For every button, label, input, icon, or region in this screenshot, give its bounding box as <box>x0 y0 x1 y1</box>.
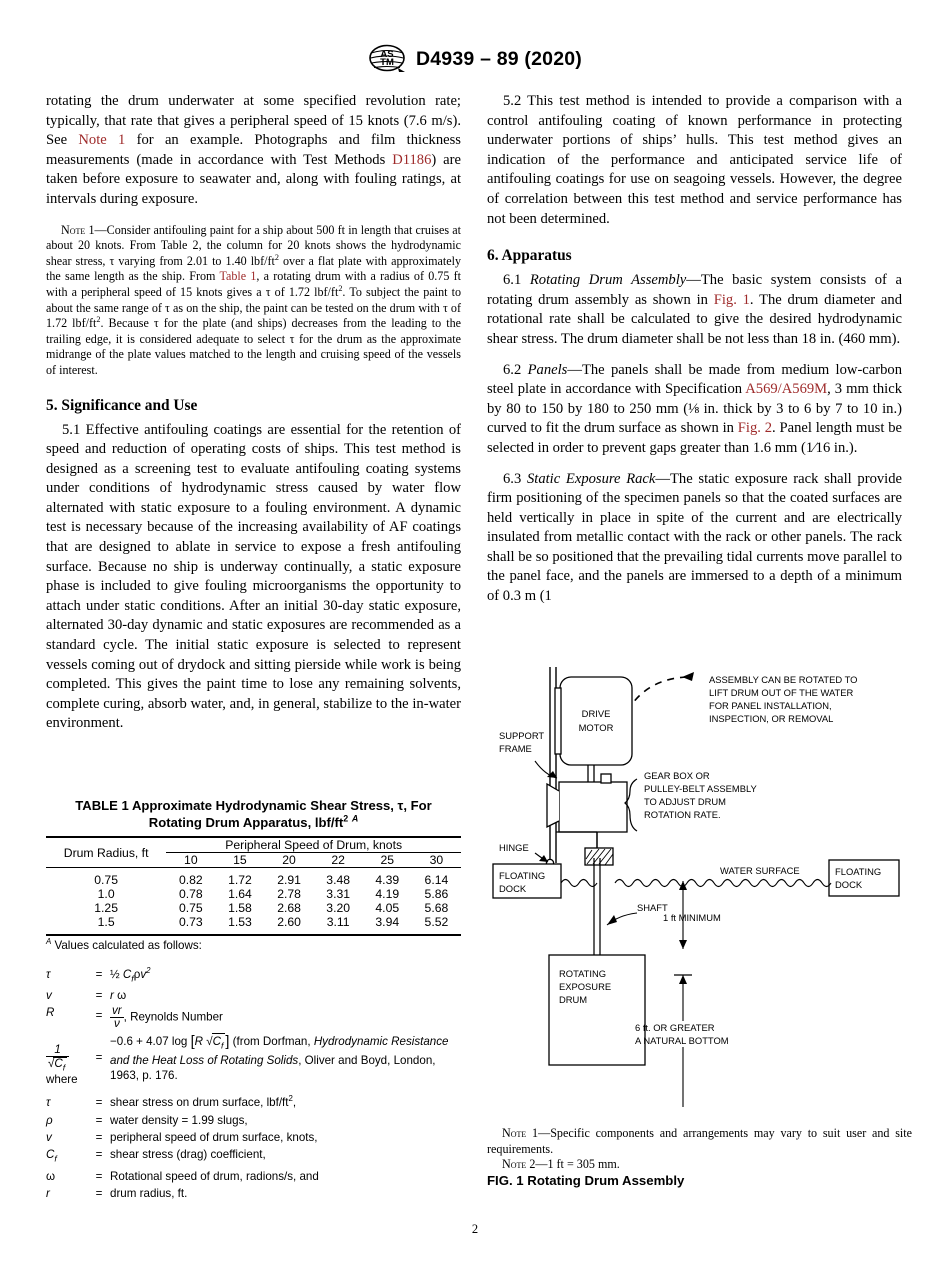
label-floating-dock-right-line2: DOCK <box>835 879 863 890</box>
table-1-grid <box>46 836 461 936</box>
def-symbol-2: v <box>46 1130 52 1144</box>
cf-citation-rest: , Oliver and Boyd, London, 1963, p. 176. <box>110 1053 436 1082</box>
note-seg-2: over a flat plate with approximately the same length as the ship. From <box>46 253 461 284</box>
cf-expr-a: −0.6 + 4.07 log <box>110 1034 188 1048</box>
para-6-2-seg-2: , 3 mm thick by 80 to 150 by 180 to 250 mm (⅛ in. thick by 3 to 6 by 7 to 10 in.) curved to fit the drum surface as shown in <box>487 381 902 437</box>
cf-denominator: $√C_f$ <box>46 1056 69 1072</box>
formula-expr-tau <box>110 966 466 987</box>
table-speed-header-5: 30 <box>429 853 444 867</box>
paragraph-5-1: 5.1 Effective antifouling coatings are essential for the retention of speed and reduction of operating costs of ships. This test method is designed as a screening test to evaluate antifouling coating systems under conditions of hydrodynamic stress caused by water flow alternated with static exposure to a fouling environment. A dynamic test is necessary because of the increasing availability of AF coatings that are designed to ablate in service to expose a fresh antifouling surface. Because no ship is underway continually, a static exposure phase is included to give fouling microorganisms the opportunity to attach under static conditions. After an initial 30-day static exposure, alternated 30-day dynamic and static exposures are recommended as a standard cycle. The initial static exposure is selected to represent vessels coming out of drydock and sitting pierside while work is being completed. This gives the paint time to lose any remaining solvents, complete curing, absorb water, and, in general, stabilize to the in-water environment. <box>46 421 461 732</box>
where-label: where <box>46 1073 78 1086</box>
cell-2-0: 0.75 <box>178 901 203 915</box>
formula-symbol-R: R <box>46 1006 55 1020</box>
expr-omega: ω <box>117 989 127 1003</box>
para-6-3-seg-1: —The static exposure rack shall provide firm positioning of the specimen panels so that the coated surfaces are held vertically in place in spite of the current and are electrically insulated from metallic contact with the rack or other panels. The rack shall be so positioned that the prevailing tidal currents move parallel to the panel face, and the panels are immersed to a depth of a minimum of 0.3 m (1 <box>487 470 902 605</box>
fraction-cf <box>46 1044 69 1073</box>
link-table-1[interactable]: Table 1 <box>219 269 257 284</box>
paragraph-6-2 <box>487 361 902 459</box>
formula-equals-tau: = <box>95 968 103 981</box>
def-symbol-0: τ <box>46 1096 51 1110</box>
reynolds-label: , Reynolds Number <box>123 1011 223 1025</box>
cell-2-4: 4.05 <box>375 901 400 915</box>
section-heading-6: 6. Apparatus <box>487 247 572 265</box>
table-speed-header-4: 25 <box>380 853 395 867</box>
figure-note-2-text: 2—1 ft = 305 mm. <box>526 1157 620 1172</box>
link-fig-1[interactable]: Fig. 1 <box>713 291 750 308</box>
def-symbol-4: ω <box>46 1170 56 1183</box>
para-6-1-number: 6.1 <box>503 272 530 289</box>
expr-cf: C <box>122 968 132 981</box>
cell-1-2: 2.78 <box>277 887 301 901</box>
figure-note-1-text: 1—Specific components and arrangements may vary to suit user and site requirements. <box>487 1126 912 1156</box>
motor-mount-plate <box>555 688 561 754</box>
figure-1-caption: FIG. 1 Rotating Drum Assembly <box>487 1172 685 1188</box>
label-floating-dock-left-line2: DOCK <box>499 883 527 894</box>
table-1-title-line-2: Rotating Drum Apparatus, lbf/ft <box>148 814 344 830</box>
paragraph-continued <box>46 92 461 210</box>
def-text-3: shear stress (drag) coefficient, <box>110 1148 266 1162</box>
label-drive-motor-line1: DRIVE <box>581 708 611 719</box>
label-rotate-note-line4: INSPECTION, OR REMOVAL <box>709 713 834 724</box>
para-seg-3: ) are taken before exposure to seawater and, along with fouling ratings, at intervals during exposure. <box>46 151 461 207</box>
label-gearbox-line2: PULLEY-BELT ASSEMBLY <box>644 783 757 794</box>
def-text-2: peripheral speed of drum surface, knots, <box>110 1130 318 1144</box>
note-seg-5: . Because τ for the plate (and ships) decreases from the leading to the trailing edge, it is considered adequate to select τ for the drum as the approximate midrange of the plate values matched to the length and cruising speed of the vessels of interest. <box>46 316 461 377</box>
where-definitions <box>46 1072 466 1203</box>
para-6-1-seg-1: —The basic system consists of a rotating drum assembly as shown in <box>487 272 902 308</box>
cell-3-2: 2.60 <box>277 915 301 929</box>
formula-expr-cf: −0.6 + 4.07 log [R $√C_f$ ] (from Dorfman, Hydrodynamic Resistance and the Heat Loss of Rotating Solids, Oliver and Boyd, London, 1963, p. 176. <box>110 1033 449 1082</box>
note-seg-3: , a rotating drum with a radius of 0.75 ft with a peripheral speed of 15 knots gives a τ of 1.72 lbf/ft <box>46 269 461 299</box>
water-wave-left <box>561 880 597 887</box>
cell-2-2: 2.68 <box>277 901 301 915</box>
link-a569[interactable]: A569/A569M <box>745 381 828 398</box>
def-equals-2: = <box>95 1130 103 1144</box>
cf-den-c: C <box>54 1056 63 1070</box>
formula-row-R <box>46 1004 466 1031</box>
def-text-4: Rotational speed of drum, radions/s, and <box>110 1170 319 1183</box>
cell-3-5: 5.52 <box>424 915 449 929</box>
label-rotate-note-line2: LIFT DRUM OUT OF THE WATER <box>709 687 854 698</box>
cell-0-0: 0.82 <box>178 873 203 887</box>
formula-row-tau <box>46 966 466 987</box>
label-gearbox-line4: ROTATION RATE. <box>644 809 721 820</box>
cf-expr-C: C <box>212 1034 221 1048</box>
def-text-1: water density = 1.99 slugs, <box>110 1113 248 1127</box>
note-seg-4: . To subject the paint to about the same range of τ as on the ship, the paint can be tested on the drum with τ of 1.72 lbf/ft <box>46 284 461 331</box>
para-seg-1: rotating the drum underwater at some specified revolution rate; typically, that rate that gives a peripheral speed of 15 knots (7.6 m/s). See <box>46 93 461 149</box>
def-symbol-1: ρ <box>46 1113 53 1127</box>
note-sup-3: 2 <box>96 315 101 325</box>
cell-1-0: 0.78 <box>178 887 203 901</box>
fraction-reynolds <box>110 1005 124 1030</box>
formula-row-v <box>46 987 466 1004</box>
table-bottom-rule <box>46 935 461 936</box>
label-support-frame-line1: SUPPORT <box>499 730 545 741</box>
table-speed-header-2: 20 <box>282 853 296 867</box>
cell-3-3: 3.11 <box>326 915 350 929</box>
para-6-2-number: 6.2 <box>503 361 528 378</box>
definition-row <box>46 1094 319 1111</box>
table-row <box>46 915 461 935</box>
left-column <box>46 92 461 734</box>
link-note-1[interactable]: Note 1 <box>78 132 126 149</box>
cell-0-5: 6.14 <box>424 873 449 887</box>
definition-row <box>46 1185 319 1202</box>
hinge-arrowhead <box>539 855 548 862</box>
formula-equals-v: = <box>95 989 103 1003</box>
expr-r: r <box>110 989 114 1003</box>
cell-0-3: 3.48 <box>326 873 351 887</box>
paragraph-6-3 <box>487 470 902 607</box>
expr-cf-sub: f <box>131 973 134 984</box>
cell-3-1: 1.53 <box>228 915 252 929</box>
bracket-open: [ <box>190 1033 195 1050</box>
table-1 <box>46 798 461 936</box>
label-bottom-line1: 6 ft. OR GREATER <box>635 1022 715 1033</box>
table-1-footnote <box>46 938 466 1084</box>
table-row <box>46 868 461 888</box>
cell-radius-1: 1.0 <box>97 887 115 901</box>
table-col-header-radius: Drum Radius, ft <box>46 837 166 868</box>
def-text-0: shear stress on drum surface, lbf/$ft^2$, <box>110 1094 297 1110</box>
label-bottom-line2: A NATURAL BOTTOM <box>635 1035 729 1046</box>
figure-note-1 <box>487 1126 912 1157</box>
drive-motor-body <box>560 677 632 765</box>
astm-logo <box>368 44 406 74</box>
cell-1-1: 1.64 <box>228 887 252 901</box>
definition-row <box>46 1146 319 1168</box>
fraction-denominator: ν <box>110 1017 124 1030</box>
cell-radius-0: 0.75 <box>94 873 118 887</box>
paragraph-6-1 <box>487 271 902 349</box>
gearbox-cap <box>601 774 611 783</box>
table-1-title-line-1: TABLE 1 Approximate Hydrodynamic Shear Stress, τ, For <box>75 798 432 813</box>
section-heading-5: 5. Significance and Use <box>46 396 198 414</box>
def-symbol-5: r <box>46 1187 50 1201</box>
footnote-text: Values calculated as follows: <box>51 939 202 952</box>
table-row <box>46 887 461 901</box>
figure-notes <box>487 1126 912 1188</box>
label-drive-motor-line2: MOTOR <box>578 722 614 733</box>
figure-note-2-label: Note <box>502 1157 527 1172</box>
note-label: Note <box>61 222 86 237</box>
def-equals-1: = <box>95 1113 103 1127</box>
table-row <box>46 901 461 915</box>
definition-row <box>46 1168 319 1185</box>
def-text-5: drum radius, ft. <box>110 1187 188 1201</box>
cell-radius-3: 1.5 <box>97 915 115 929</box>
cf-den-sub: f <box>62 1061 66 1072</box>
cell-0-4: 4.39 <box>375 873 400 887</box>
table-col-group-header: Peripheral Speed of Drum, knots <box>166 837 461 853</box>
para-seg-2: for an example. Photographs and film thickness measurements (made in accordance with Test Methods <box>46 132 461 168</box>
label-shaft: SHAFT <box>637 902 668 913</box>
table-1-title-sup: 2 <box>343 813 349 824</box>
label-gearbox-line3: TO ADJUST DRUM <box>644 796 726 807</box>
expr-v: v <box>140 968 147 981</box>
table-speed-header-0: 10 <box>184 853 198 867</box>
expr-half: ½ <box>110 968 120 981</box>
definition-row <box>46 1129 319 1146</box>
cf-citation-lead: (from Dorfman, <box>229 1034 314 1048</box>
note-1-block <box>46 223 461 379</box>
gearbox-pulley-left <box>547 784 559 827</box>
table-header-row-group <box>46 837 461 853</box>
cf-citation-title: Hydrodynamic Resistance and the Heat Loss of Rotating Solids <box>110 1034 449 1067</box>
cell-0-2: 2.91 <box>277 873 301 887</box>
bracket-close: ] <box>225 1033 230 1050</box>
label-drum-line3: DRUM <box>559 994 588 1005</box>
formula-equals-R: = <box>95 1009 103 1023</box>
note-sup-2: 2 <box>338 283 343 293</box>
cf-expr-R: R <box>194 1034 203 1048</box>
cell-1-4: 4.19 <box>375 887 400 901</box>
shaft-arrowhead <box>607 915 617 925</box>
def-equals-4: = <box>95 1170 103 1183</box>
right-column <box>487 92 902 607</box>
para-6-2-seg-3: . Panel length must be selected in order to prevent gaps greater than 1.6 mm (1⁄16 in.). <box>487 420 902 456</box>
cell-3-4: 3.94 <box>375 915 400 929</box>
figure-note-1-label: Note <box>502 1126 527 1140</box>
formula-list <box>46 966 466 1084</box>
cell-2-1: 1.58 <box>228 901 252 915</box>
expr-rho: ρ <box>133 968 141 981</box>
cf-numerator: 1 <box>54 1042 61 1056</box>
para-6-2-seg-1: —The panels shall be made from medium low-carbon steel plate in accordance with Specification <box>487 361 903 398</box>
def-equals-5: = <box>95 1187 103 1201</box>
def-symbol-3: $C_f$ <box>46 1148 57 1164</box>
cf-expr-sub: f <box>220 1039 224 1050</box>
water-wave-right <box>615 880 831 887</box>
paragraph-5-2: 5.2 This test method is intended to provide a comparison with a control antifouling coating of known performance in protecting underwater portions of ships’ hulls. This test method gives an indication of the performance and anticipated service life of antifouling coatings for use on seagoing vessels. However, the degree of correlation between this test method and service performance has not been determined. <box>487 93 902 227</box>
formula-expr-v <box>110 987 466 1004</box>
link-fig-2[interactable]: Fig. 2 <box>737 420 773 437</box>
def-equals-3: = <box>95 1148 103 1162</box>
label-floating-dock-left-line1: FLOATING <box>499 870 546 881</box>
svg-text:TM: TM <box>380 57 394 68</box>
cell-0-1: 1.72 <box>228 873 252 887</box>
formula-equals-cf: = <box>95 1051 103 1065</box>
label-support-frame-line2: FRAME <box>499 743 532 754</box>
link-d1186[interactable]: D1186 <box>392 151 432 168</box>
cell-1-3: 3.31 <box>326 887 351 901</box>
table-1-footnote-mark: A <box>351 813 359 824</box>
label-hinge: HINGE <box>499 842 529 853</box>
standard-designation: D4939 – 89 (2020) <box>415 47 583 70</box>
label-one-ft-minimum: 1 ft MINIMUM <box>663 912 721 923</box>
para-6-1-seg-2: . The drum diameter and rotational rate shall be calculated to give the desired hydrodynamic shear stress. The drum diameter shall be not less than 18 in. (460 mm). <box>487 291 902 347</box>
fraction-numerator: vr <box>112 1004 122 1018</box>
gearbox-body <box>559 782 627 832</box>
para-6-3-number: 6.3 <box>503 470 527 487</box>
definition-row <box>46 1111 319 1128</box>
footnote-line <box>46 938 466 953</box>
page-number: 2 <box>471 1222 479 1236</box>
note-sup-1: 2 <box>274 252 279 262</box>
label-rotate-note-line3: FOR PANEL INSTALLATION, <box>709 700 832 711</box>
label-drum-line1: ROTATING <box>559 968 607 979</box>
formula-expr-R <box>110 1004 466 1031</box>
svg-text:AS: AS <box>380 49 394 60</box>
rotation-arrowhead <box>682 672 694 681</box>
definition-list <box>46 1094 319 1203</box>
cell-2-5: 5.68 <box>424 901 449 915</box>
label-water-surface: WATER SURFACE <box>720 865 800 876</box>
formula-symbol-tau: τ <box>46 968 51 981</box>
expr-v-sup: 2 <box>146 966 151 976</box>
para-6-3-title: Static Exposure Rack <box>526 470 656 487</box>
para-6-1-title: Rotating Drum Assembly <box>529 272 687 289</box>
footnote-mark: A <box>46 937 52 947</box>
figure-1-diagram <box>487 655 917 1125</box>
formula-symbol-v: v <box>46 989 52 1003</box>
note-number: 1— <box>85 222 107 237</box>
note-seg-1: Consider antifouling paint for a ship about 500 ft in length that cruises at about 20 knots. From Table 2, the column for 20 knots shows the hydrodynamic shear stress, τ varying from 2.01 to 1.40 lbf/ft <box>46 222 461 268</box>
page-header <box>0 44 950 84</box>
para-6-2-title: Panels <box>527 361 568 378</box>
cell-1-5: 5.86 <box>424 887 449 901</box>
label-floating-dock-right-line1: FLOATING <box>835 866 882 877</box>
figure-note-2 <box>487 1157 912 1173</box>
depth-arrow-up <box>679 975 687 984</box>
table-speed-header-1: 15 <box>233 853 247 867</box>
label-gearbox-line1: GEAR BOX OR <box>644 770 710 781</box>
label-rotate-note-line1: ASSEMBLY CAN BE ROTATED TO <box>709 674 858 685</box>
label-drum-line2: EXPOSURE <box>559 981 612 992</box>
def-equals-0: = <box>95 1096 103 1110</box>
cell-radius-2: 1.25 <box>94 901 118 915</box>
cell-3-0: 0.73 <box>178 915 203 929</box>
cell-2-3: 3.20 <box>326 901 351 915</box>
rotating-drum-assembly-svg <box>487 655 917 1125</box>
table-1-title <box>46 798 461 831</box>
table-speed-header-3: 22 <box>331 853 345 867</box>
one-ft-arrow-down <box>679 940 687 949</box>
